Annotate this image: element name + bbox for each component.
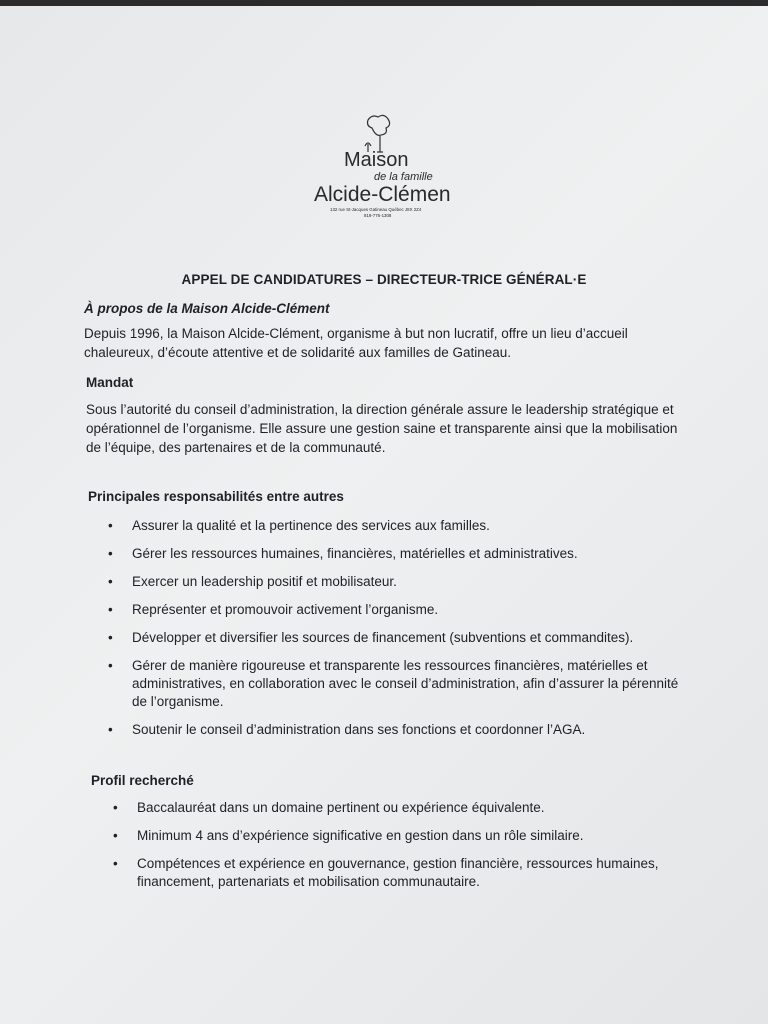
list-item: [113, 827, 659, 845]
logo-line-3: Alcide-Clément: [314, 183, 450, 206]
logo-line-1: Maison: [344, 149, 409, 171]
about-line: chaleureux, d’écoute attentive et de solidarité aux familles de Gatineau.: [84, 345, 512, 360]
bullet-icon: •: [108, 546, 113, 561]
mandat-line: Sous l’autorité du conseil d’administration, la direction générale assure le leadership stratégique et: [86, 402, 674, 417]
responsibilities-list: [108, 517, 678, 739]
organization-logo: [310, 114, 450, 222]
mandat-paragraph: [86, 400, 677, 457]
list-item-text: financement, partenariats et mobilisation communautaire.: [137, 874, 480, 889]
list-item: [108, 573, 678, 591]
list-item-text: Compétences et expérience en gouvernance, gestion financière, ressources humaines,: [137, 856, 659, 871]
page-title: APPEL DE CANDIDATURES – DIRECTEUR-TRICE GÉNÉRAL·E: [181, 272, 587, 287]
list-item-text: administratives, en collaboration avec le conseil d’administration, afin d’assurer la pérennité: [132, 676, 679, 691]
list-item-text: Baccalauréat dans un domaine pertinent ou expérience équivalente.: [137, 800, 545, 815]
list-item: [108, 601, 678, 619]
document-page: [0, 6, 768, 1024]
mandat-heading: Mandat: [86, 375, 134, 390]
profile-heading: Profil recherché: [91, 773, 194, 788]
profile-list: [113, 799, 659, 891]
list-item-text: Assurer la qualité et la pertinence des services aux familles.: [132, 518, 490, 533]
list-item-text: Représenter et promouvoir activement l’organisme.: [132, 602, 439, 617]
mandat-line: de l’équipe, des partenaires et de la communauté.: [86, 440, 386, 455]
list-item-text: Développer et diversifier les sources de financement (subventions et commandites).: [132, 630, 634, 645]
list-item-text: Exercer un leadership positif et mobilisateur.: [132, 574, 397, 589]
bullet-icon: •: [113, 800, 118, 815]
tree-icon: [365, 115, 390, 152]
bullet-icon: •: [113, 856, 118, 871]
mandat-line: opérationnel de l’organisme. Elle assure une gestion saine et transparente ainsi que la mobilisation: [86, 421, 678, 436]
list-item-text: Gérer de manière rigoureuse et transparente les ressources financières, matérielles et: [132, 658, 648, 673]
bullet-icon: •: [108, 630, 113, 645]
list-item: [108, 657, 678, 711]
bullet-icon: •: [108, 602, 113, 617]
list-item: [108, 517, 678, 535]
about-heading: À propos de la Maison Alcide-Clément: [84, 301, 330, 316]
logo-graphic: [310, 114, 450, 222]
list-item-text: de l’organisme.: [132, 694, 224, 709]
list-item: [108, 629, 678, 647]
about-paragraph: [84, 324, 628, 362]
list-item: [108, 545, 678, 563]
bullet-icon: •: [108, 658, 113, 673]
bullet-icon: •: [108, 722, 113, 737]
responsibilities-heading: Principales responsabilités entre autres: [88, 489, 344, 504]
bullet-icon: •: [108, 518, 113, 533]
bullet-icon: •: [108, 574, 113, 589]
list-item-text: Minimum 4 ans d’expérience significative en gestion dans un rôle similaire.: [137, 828, 584, 843]
list-item: [113, 799, 659, 817]
list-item-text: Gérer les ressources humaines, financières, matérielles et administratives.: [132, 546, 578, 561]
bullet-icon: •: [113, 828, 118, 843]
logo-address: 132 rue St-Jacques Gatineau Québec J8X 2Z4: [330, 207, 422, 212]
logo-line-2: de la famille: [374, 171, 433, 183]
list-item-text: Soutenir le conseil d’administration dans ses fonctions et coordonner l’AGA.: [132, 722, 586, 737]
logo-phone: 819-776-1308: [364, 213, 392, 218]
list-item: [108, 721, 678, 739]
about-line: Depuis 1996, la Maison Alcide-Clément, organisme à but non lucratif, offre un lieu d’accueil: [84, 326, 628, 341]
list-item: [113, 855, 659, 891]
